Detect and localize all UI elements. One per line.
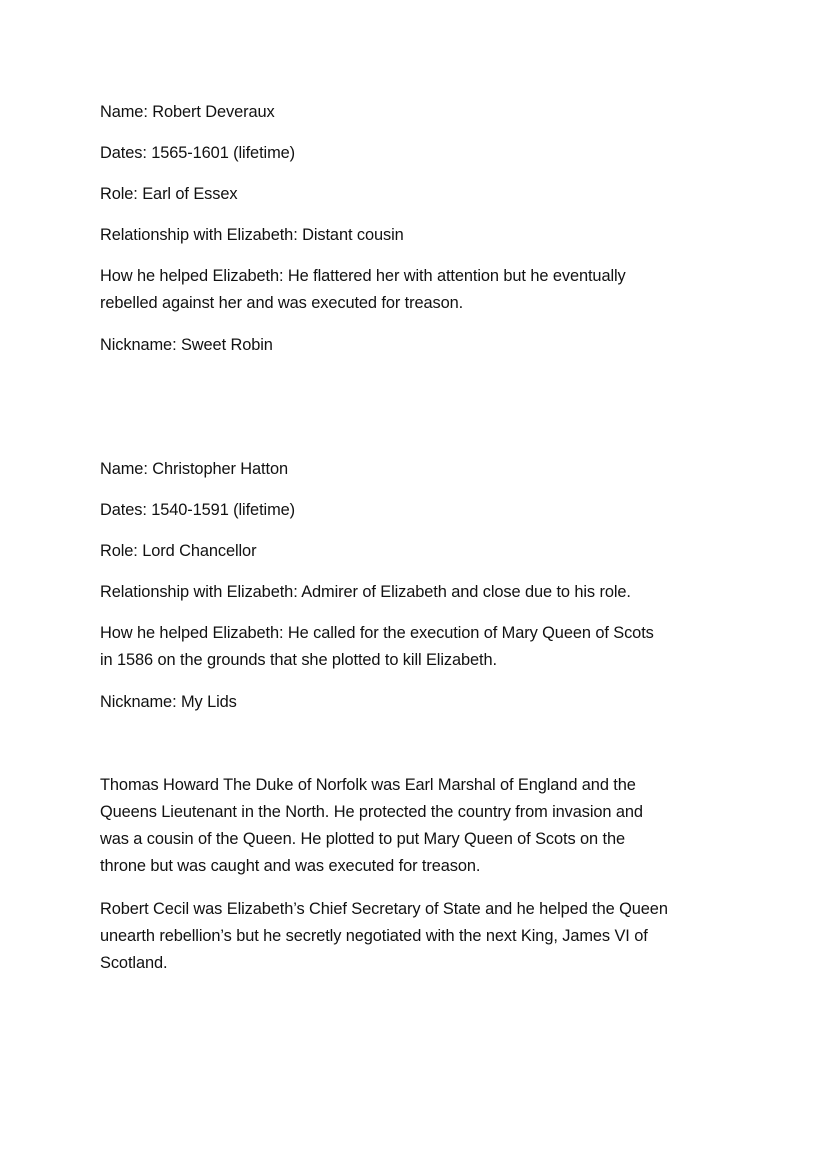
dates-christopher-hatton	[100, 497, 295, 524]
text-line: Scotland.	[100, 954, 168, 972]
role-christopher-hatton	[100, 538, 256, 565]
text-line: Relationship with Elizabeth: Distant cousin	[100, 226, 404, 244]
text-line: Queens Lieutenant in the North. He protected the country from invasion and	[100, 803, 643, 821]
text-line: Thomas Howard The Duke of Norfolk was Earl Marshal of England and the	[100, 776, 636, 794]
text-line: in 1586 on the grounds that she plotted to kill Elizabeth.	[100, 651, 497, 669]
relationship-robert-deveraux	[100, 222, 404, 249]
text-line: How he helped Elizabeth: He called for the execution of Mary Queen of Scots	[100, 624, 654, 642]
text-line: rebelled against her and was executed for treason.	[100, 294, 464, 312]
text-line: Nickname: My Lids	[100, 693, 237, 711]
text-line: Role: Lord Chancellor	[100, 542, 257, 560]
nickname-robert-deveraux	[100, 332, 273, 359]
text-line: throne but was caught and was executed for treason.	[100, 857, 481, 875]
text-line: Dates: 1540-1591 (lifetime)	[100, 501, 295, 519]
relationship-christopher-hatton	[100, 579, 631, 606]
paragraph-robert-cecil	[100, 896, 668, 977]
role-robert-deveraux	[100, 181, 237, 208]
text-line: Name: Robert Deveraux	[100, 103, 275, 121]
dates-robert-deveraux	[100, 140, 295, 167]
text-line: Dates: 1565-1601 (lifetime)	[100, 144, 295, 162]
text-line: Role: Earl of Essex	[100, 185, 238, 203]
name-robert-deveraux	[100, 99, 275, 126]
nickname-christopher-hatton	[100, 689, 237, 716]
text-line: Robert Cecil was Elizabeth’s Chief Secretary of State and he helped the Queen	[100, 900, 668, 918]
name-christopher-hatton	[100, 456, 288, 483]
text-line: Relationship with Elizabeth: Admirer of Elizabeth and close due to his role.	[100, 583, 631, 601]
text-line: was a cousin of the Queen. He plotted to put Mary Queen of Scots on the	[100, 830, 626, 848]
how-helped-christopher-hatton	[100, 620, 654, 674]
text-line: Name: Christopher Hatton	[100, 460, 288, 478]
text-line: unearth rebellion’s but he secretly negotiated with the next King, James VI of	[100, 927, 648, 945]
text-line: Nickname: Sweet Robin	[100, 336, 273, 354]
paragraph-thomas-howard	[100, 772, 643, 880]
text-line: How he helped Elizabeth: He flattered her with attention but he eventually	[100, 267, 626, 285]
how-helped-robert-deveraux	[100, 263, 626, 317]
